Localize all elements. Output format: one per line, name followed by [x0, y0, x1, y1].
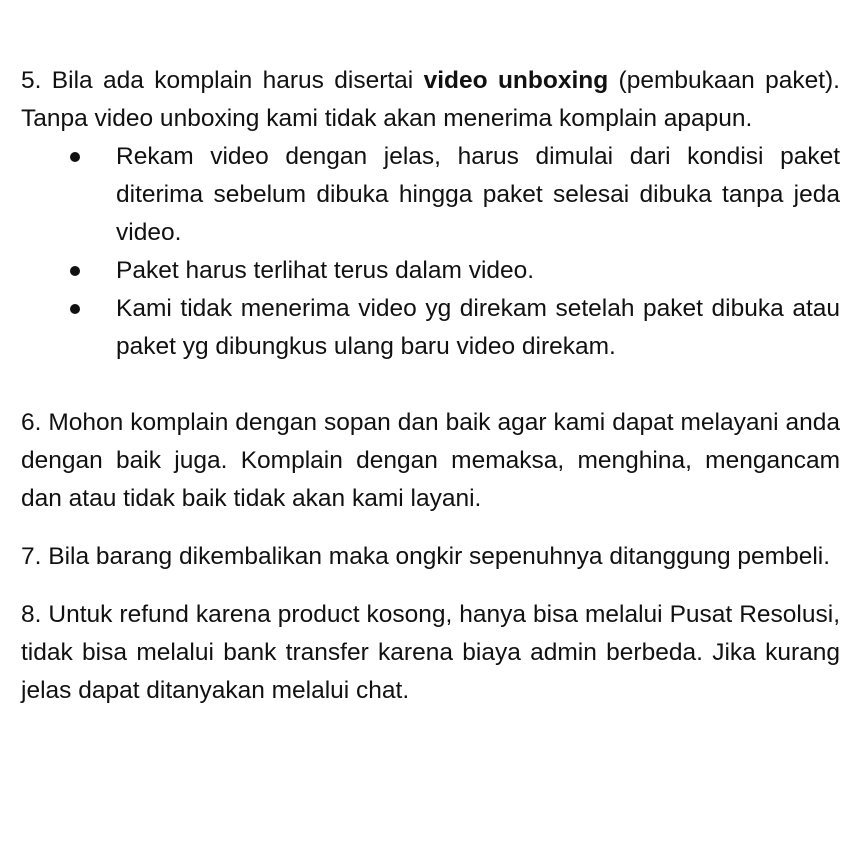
bullet-item-2: [21, 252, 840, 290]
bullet-text-1: Rekam video dengan jelas, harus dimulai dari kondisi paket diterima sebelum dibuka hingga paket selesai dibuka tanpa jeda video.: [116, 143, 840, 246]
policy-item-7: 7. Bila barang dikembalikan maka ongkir sepenuhnya ditanggung pembeli.: [21, 543, 831, 570]
policy-item-8: 8. Untuk refund karena product kosong, hanya bisa melalui Pusat Resolusi, tidak bisa melalui bank transfer karena biaya admin berbeda. Jika kurang jelas dapat ditanyakan melalui chat.: [21, 601, 840, 704]
policy-document: [21, 62, 840, 710]
policy-item-5: [21, 62, 840, 138]
bullet-dot-icon: [70, 304, 80, 314]
item-5-prefix: 5. Bila ada komplain harus disertai: [21, 67, 424, 94]
bullet-text-2: Paket harus terlihat terus dalam video.: [116, 257, 535, 284]
bullet-item-1: [21, 138, 840, 252]
bullet-text-3: Kami tidak menerima video yg direkam setelah paket dibuka atau paket yg dibungkus ulang baru video direkam.: [116, 295, 840, 360]
bullet-dot-icon: [70, 152, 80, 162]
item-5-bold-term: video unboxing: [423, 67, 609, 94]
bullet-item-3: [21, 290, 840, 366]
item-5-suffix: (pembukaan paket). Tanpa video unboxing kami tidak akan menerima komplain apapun.: [21, 67, 840, 132]
bullet-dot-icon: [70, 266, 80, 276]
item-5-bullet-list: [21, 138, 840, 366]
policy-item-6: 6. Mohon komplain dengan sopan dan baik agar kami dapat melayani anda dengan baik juga. Komplain dengan memaksa, menghina, mengancam dan atau tidak baik tidak akan kami layani.: [21, 409, 840, 512]
